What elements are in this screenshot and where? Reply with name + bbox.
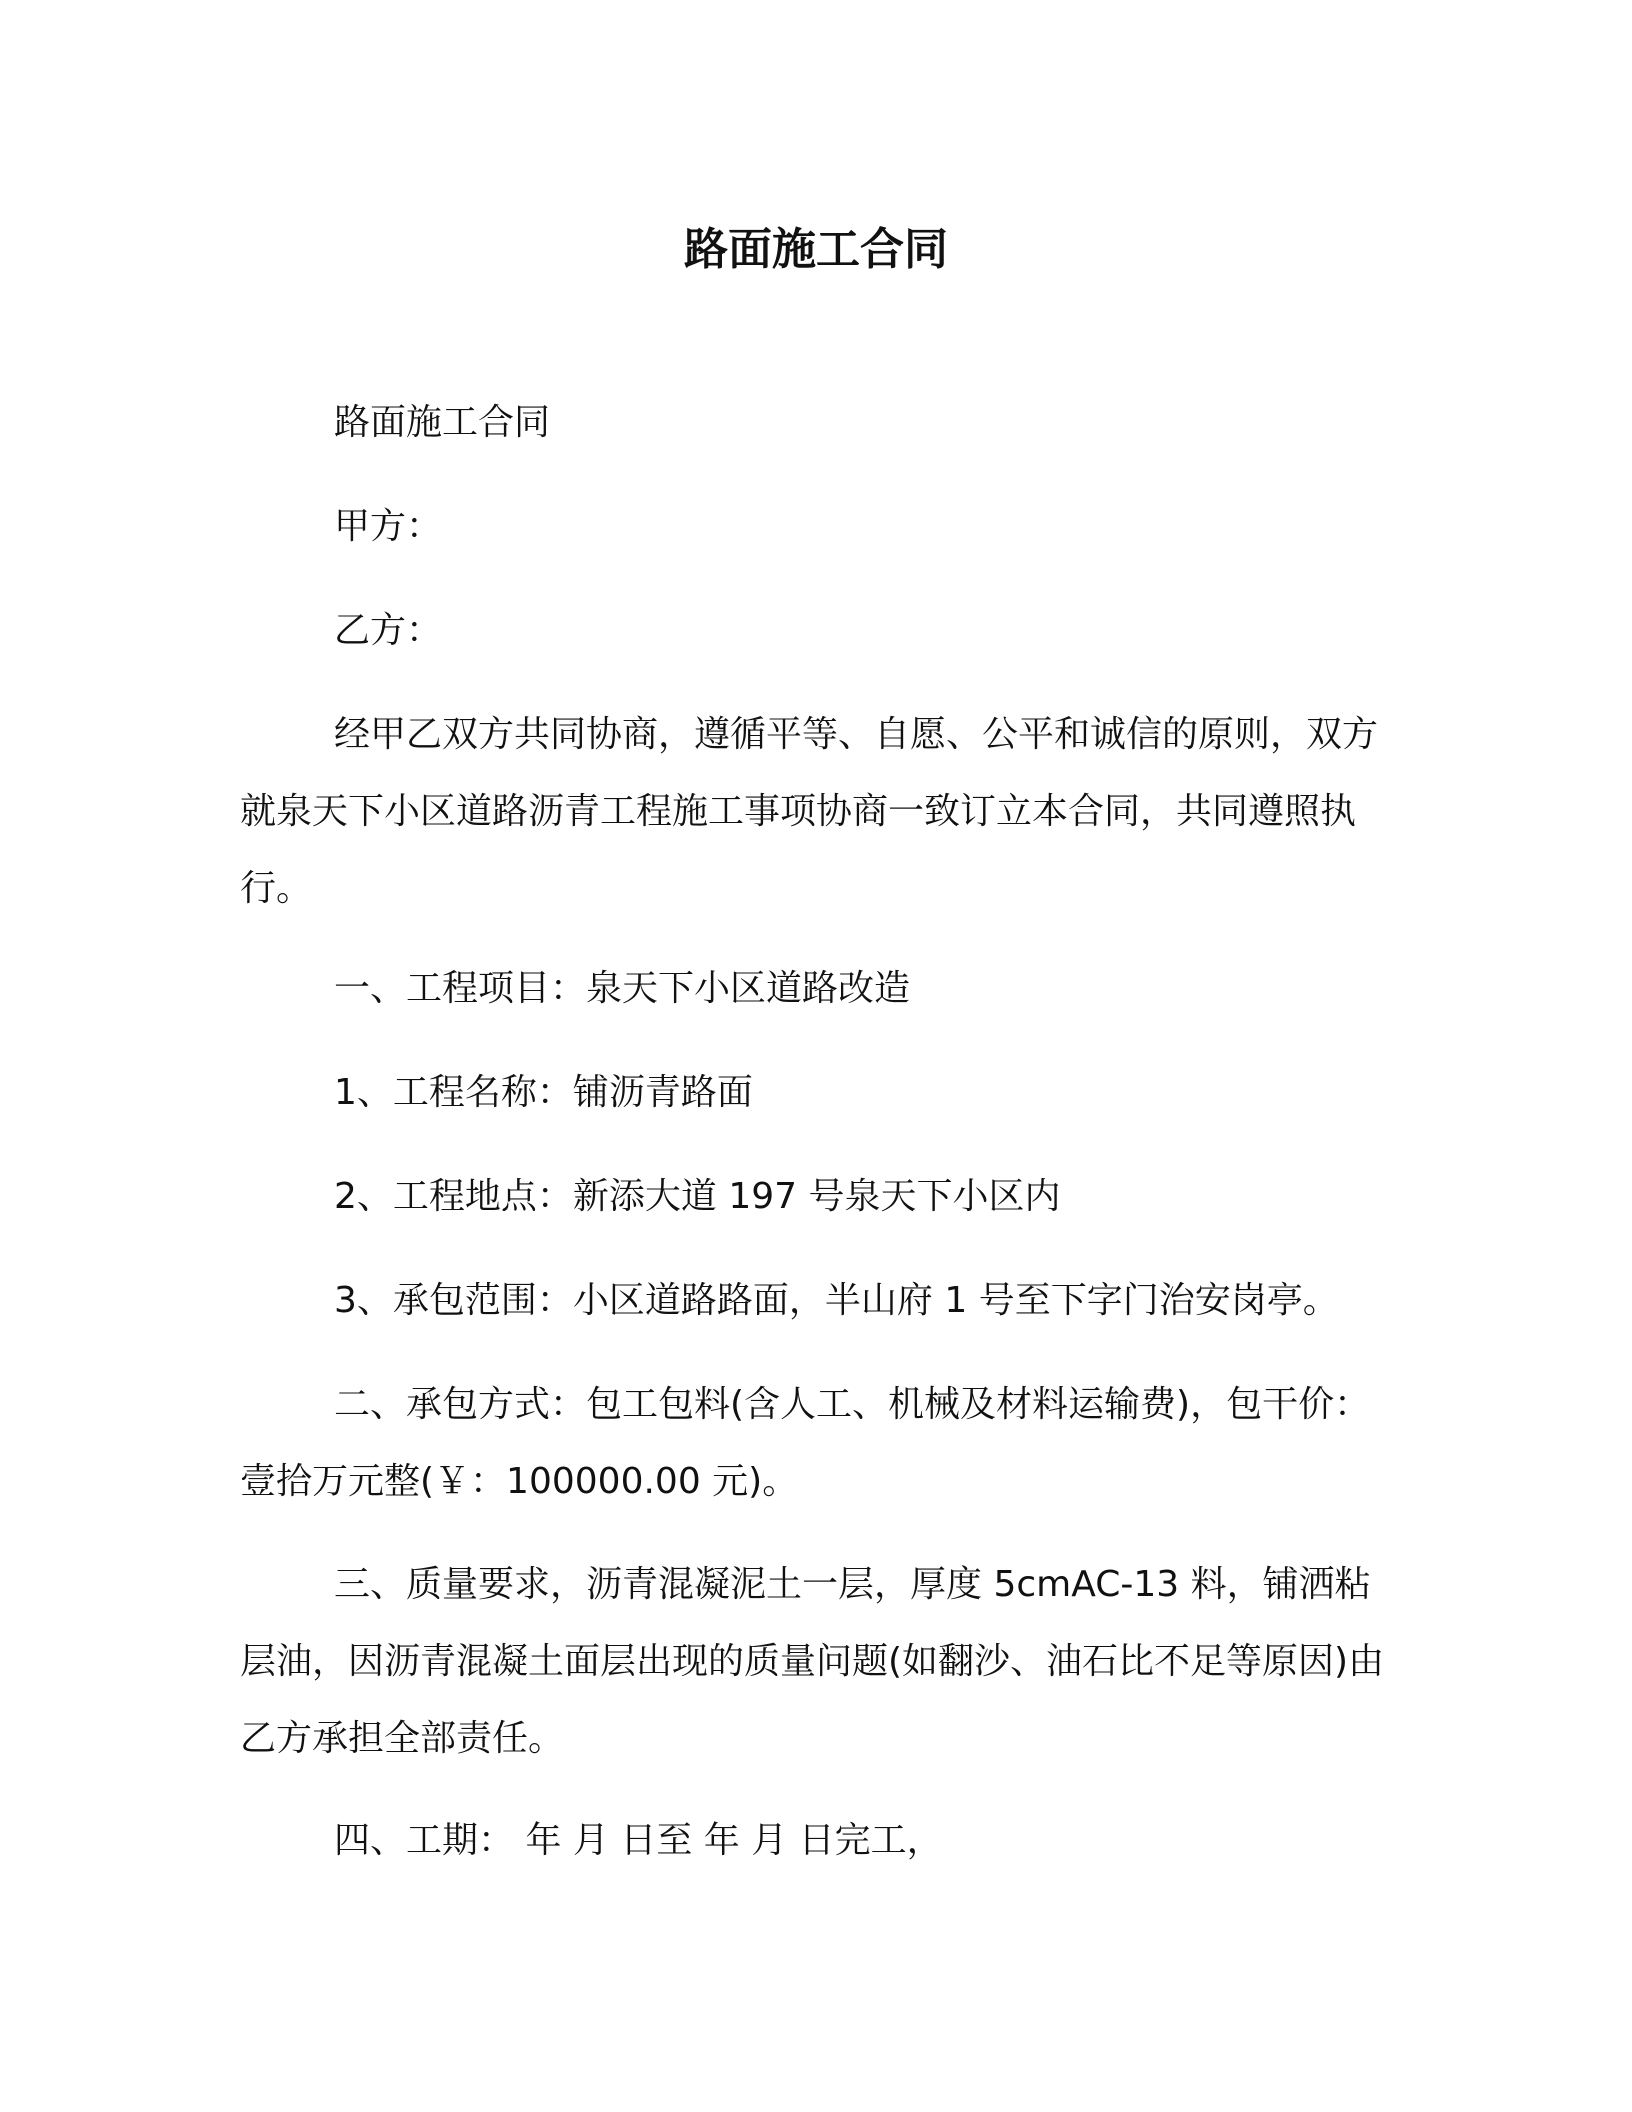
paragraph-item-3: 3、承包范围：小区道路路面，半山府 1 号至下字门治安岗亭。 bbox=[334, 1280, 1339, 1321]
paragraph-item-1: 1、工程名称：铺沥青路面 bbox=[334, 1072, 753, 1113]
document-title: 路面施工合同 bbox=[684, 224, 948, 275]
paragraph-section-1: 一、工程项目：泉天下小区道路改造 bbox=[334, 968, 911, 1009]
paragraph-section-2: 二、承包方式：包工包料(含人工、机械及材料运输费)，包干价：壹拾万元整(￥：100000.00 元)。 bbox=[240, 1384, 1371, 1502]
paragraph-subtitle: 路面施工合同 bbox=[334, 402, 551, 443]
paragraph-section-4: 四、工期： 年 月 日至 年 月 日完工， bbox=[334, 1820, 943, 1861]
paragraph-preamble: 经甲乙双方共同协商，遵循平等、自愿、公平和诚信的原则，双方就泉天下小区道路沥青工程施工事项协商一致订立本合同，共同遵照执行。 bbox=[240, 714, 1379, 909]
paragraph-item-2: 2、工程地点：新添大道 197 号泉天下小区内 bbox=[334, 1176, 1061, 1217]
paragraph-section-3: 三、质量要求，沥青混凝泥土一层，厚度 5cmAC-13 料，铺洒粘层油，因沥青混凝土面层出现的质量问题(如翻沙、油石比不足等原因)由乙方承担全部责任。 bbox=[240, 1564, 1385, 1759]
paragraph-party-a: 甲方： bbox=[334, 506, 443, 547]
paragraph-party-b: 乙方： bbox=[334, 610, 443, 651]
